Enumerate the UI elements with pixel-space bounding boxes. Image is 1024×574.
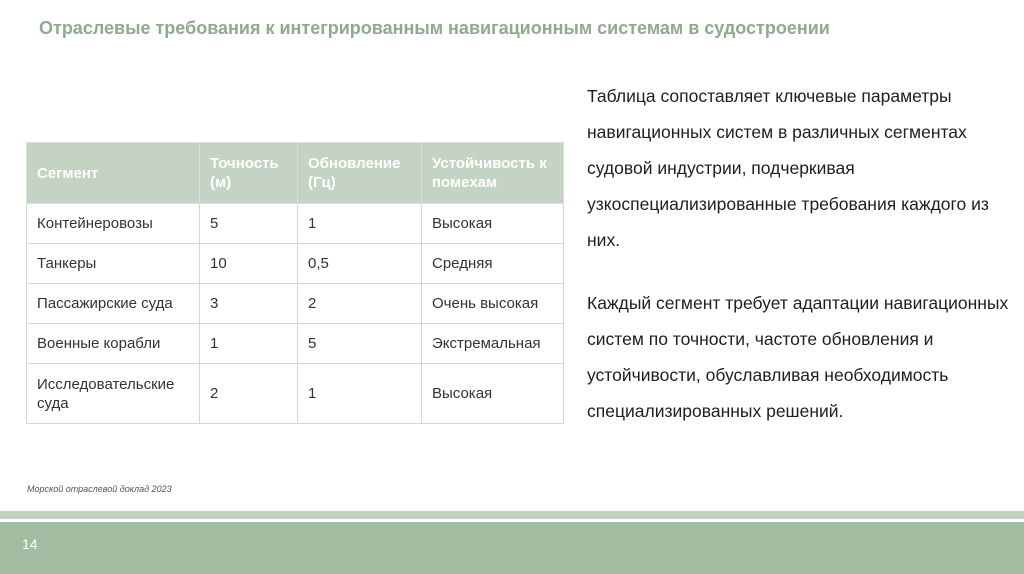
column-header-interference-resistance: Устойчивость к помехам [422,143,564,204]
cell-accuracy: 2 [200,364,298,424]
page-number: 14 [22,536,38,552]
table-header-row [27,143,564,204]
footer-bar [0,522,1024,574]
column-header-update-rate: Обновление (Гц) [298,143,422,204]
cell-update-rate: 0,5 [298,244,422,284]
cell-update-rate: 1 [298,204,422,244]
footer-divider [0,511,1024,519]
cell-segment: Пассажирские суда [27,284,200,324]
column-header-accuracy: Точность (м) [200,143,298,204]
cell-segment: Контейнеровозы [27,204,200,244]
description-text [587,78,1012,429]
table-row [27,284,564,324]
column-header-segment: Сегмент [27,143,200,204]
table-row [27,244,564,284]
cell-segment: Военные корабли [27,324,200,364]
cell-interference-resistance: Высокая [422,364,564,424]
cell-interference-resistance: Высокая [422,204,564,244]
cell-interference-resistance: Средняя [422,244,564,284]
cell-accuracy: 3 [200,284,298,324]
cell-update-rate: 1 [298,364,422,424]
slide-title: Отраслевые требования к интегрированным навигационным системам в судостроении [39,18,830,38]
table-row [27,324,564,364]
cell-interference-resistance: Очень высокая [422,284,564,324]
description-paragraph: Каждый сегмент требует адаптации навигационных систем по точности, частоте обновления и устойчивости, обуславливая необходимость специализированных решений. [587,293,1009,421]
cell-segment: Танкеры [27,244,200,284]
cell-accuracy: 5 [200,204,298,244]
table-row [27,204,564,244]
cell-accuracy: 1 [200,324,298,364]
cell-segment: Исследовательские суда [27,364,200,424]
table-row [27,364,564,424]
description-paragraph: Таблица сопоставляет ключевые параметры навигационных систем в различных сегментах судовой индустрии, подчеркивая узкоспециализированные требования каждого из них. [587,86,989,250]
navigation-requirements-table [26,142,564,424]
cell-update-rate: 5 [298,324,422,364]
cell-accuracy: 10 [200,244,298,284]
source-caption: Морской отраслевой доклад 2023 [27,484,172,494]
cell-interference-resistance: Экстремальная [422,324,564,364]
cell-update-rate: 2 [298,284,422,324]
